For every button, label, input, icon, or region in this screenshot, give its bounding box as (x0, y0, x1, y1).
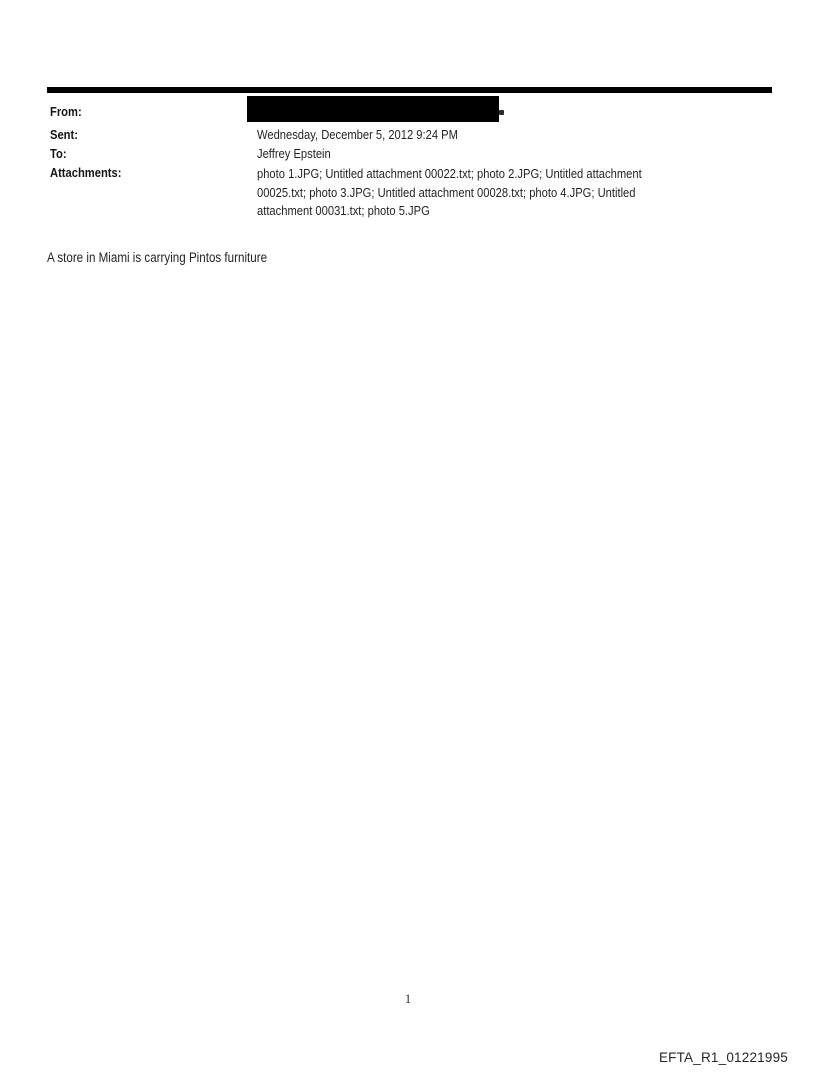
sent-label-cell (50, 127, 257, 142)
sent-value-cell (257, 127, 491, 142)
header-top-rule (47, 87, 772, 93)
attachments-value-cell (257, 165, 704, 221)
sent-label: Sent: (50, 127, 78, 142)
attachments-label: Attachments: (50, 165, 122, 180)
attachments-value-line-2: 00025.txt; photo 3.JPG; Untitled attachment 00028.txt; photo 4.JPG; Untitled (257, 184, 636, 200)
email-body (47, 250, 303, 265)
redaction-bar (247, 96, 499, 122)
to-value-cell (257, 146, 343, 161)
redaction-remnant-mark (499, 110, 504, 115)
header-row-sent (50, 127, 780, 142)
to-value: Jeffrey Epstein (257, 146, 331, 161)
attachments-value-line-3: attachment 00031.txt; photo 5.JPG (257, 203, 430, 219)
from-label-cell (50, 104, 257, 119)
header-row-to (50, 146, 780, 161)
page-number: 1 (404, 992, 412, 1006)
attachments-label-cell (50, 165, 257, 221)
email-body-text: A store in Miami is carrying Pintos furniture (47, 250, 268, 265)
attachments-line (257, 165, 704, 184)
sent-value: Wednesday, December 5, 2012 9:24 PM (257, 127, 458, 142)
attachments-value-line-1: photo 1.JPG; Untitled attachment 00022.txt; photo 2.JPG; Untitled attachment (257, 166, 642, 181)
attachments-line (257, 202, 704, 221)
from-label: From: (50, 104, 82, 119)
to-label-cell (50, 146, 257, 161)
attachments-line (257, 184, 704, 203)
bates-number: EFTA_R1_01221995 (658, 1050, 788, 1065)
header-row-attachments (50, 165, 780, 221)
to-label: To: (50, 146, 67, 161)
